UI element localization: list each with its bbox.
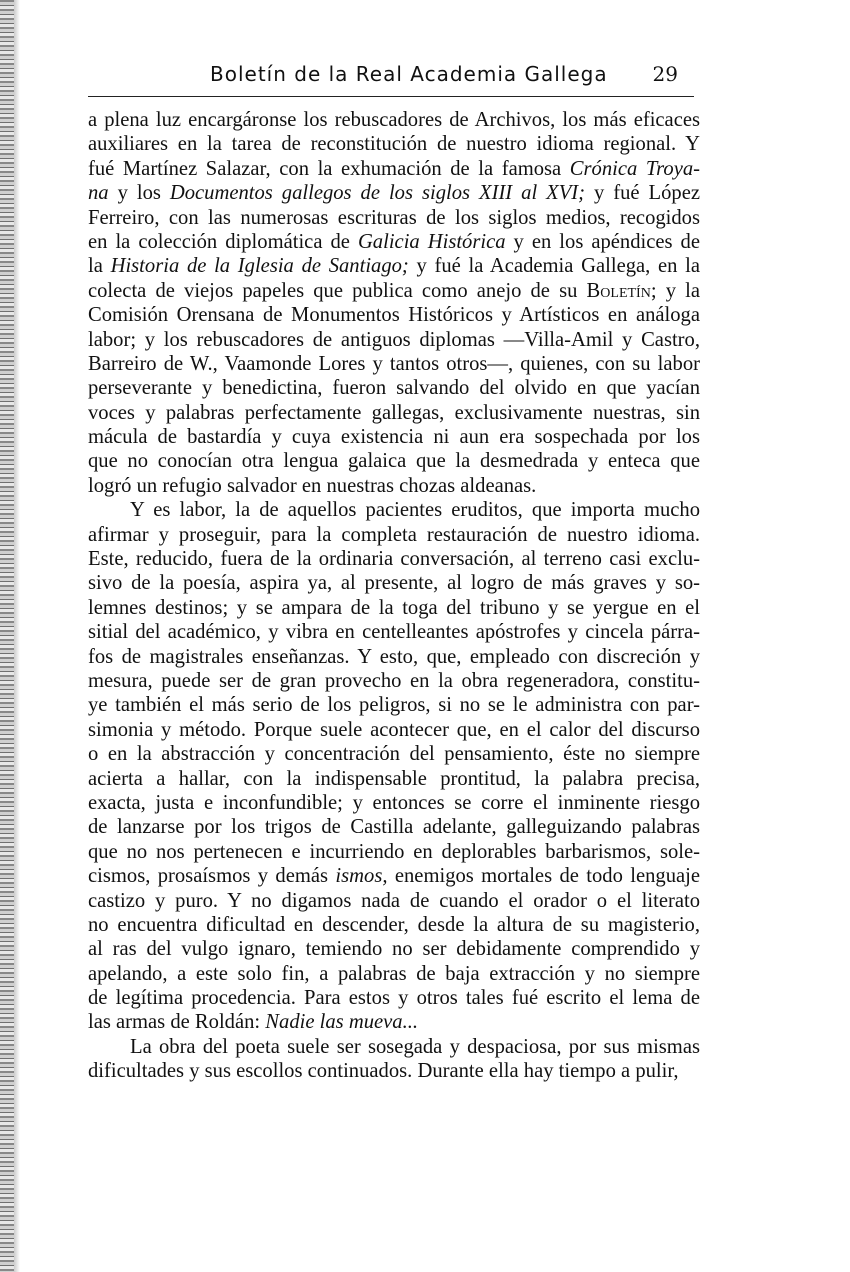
text-line [88,1010,700,1034]
text-run: a plena luz encargáronse los rebuscadores de Archivos, los más eficaces [88,109,700,131]
text-run: voces y palabras perfectamente gallegas, exclusivamente nuestras, sin [88,401,700,424]
text-run: de lanzarse por los trigos de Castilla adelante, galleguizando palabras [88,816,700,839]
book-binding-edge [0,0,14,1272]
text-line [88,645,700,669]
text-line [88,547,700,571]
page-gutter-shadow [14,0,20,1272]
italic-text: Nadie las mueva... [265,1011,419,1034]
text-run: acierta a hallar, con la indispensable prontitud, la palabra precisa, [88,767,700,790]
text-line [88,523,700,547]
text-line [88,181,700,205]
text-line [88,132,700,156]
text-run: Este, reducido, fuera de la ordinaria conversación, al terreno casi exclu- [88,548,700,571]
text-run: Comisión Orensana de Monumentos Históricos y Artísticos en análoga [88,304,700,327]
text-run: lemnes destinos; y se ampara de la toga del tribuno y se yergue en el [88,596,700,619]
text-run: logró un refugio salvador en nuestras chozas aldeanas. [88,474,537,497]
text-line [88,742,700,766]
text-line [88,791,700,815]
italic-text: ismos, [335,865,388,888]
text-run: Y es labor, la de aquellos pacientes eruditos, que importa mucho [130,499,700,522]
text-run: Ferreiro, con las numerosas escrituras de los siglos medios, recogidos [88,206,700,229]
text-line [88,449,700,473]
text-run: o en la abstracción y concentración del pensamiento, éste no siempre [88,743,700,766]
text-run: que no conocían otra lengua galaica que la desmedrada y enteca que [88,450,700,473]
text-line [88,206,700,230]
text-run: y fué López [585,182,700,205]
text-line [88,474,700,498]
page-number: 29 [652,62,678,86]
text-run: y los [108,182,170,205]
text-run: La obra del poeta suele ser sosegada y despaciosa, por sus mismas [130,1035,700,1058]
text-run: simonia y método. Porque suele acontecer que, en el calor del discurso [88,718,700,741]
text-run: auxiliares en la tarea de reconstitución de nuestro idioma regional. Y [88,133,700,156]
text-run: y fué la Academia Gallega, en la [408,255,701,278]
italic-text: na [88,182,109,205]
text-run: mesura, puede ser de gran provecho en la obra regeneradora, constitu- [88,669,700,692]
text-line [88,279,700,303]
text-run: de legítima procedencia. Para estos y otros tales fué escrito el lema de [88,987,700,1010]
text-line [88,352,700,376]
italic-text: Documentos gallegos de los siglos XIII al XVI; [169,182,586,205]
text-line [88,889,700,913]
text-run: Barreiro de W., Vaamonde Lores y tantos otros—, quienes, con su labor [88,352,700,375]
text-line [88,596,700,620]
text-line [88,693,700,717]
text-run: perseverante y benedictina, fueron salvando del olvido en que yacían [88,377,700,400]
header-rule [88,96,694,97]
text-line [88,767,700,791]
text-line [88,108,700,132]
text-run: que no nos pertenecen e incurriendo en deplorables barbarismos, sole- [88,840,700,863]
text-run: castizo y puro. Y no digamos nada de cuando el orador o el literato [88,889,700,912]
smallcaps-text: Boletín [586,279,651,302]
text-run: enemigos mortales de todo lenguaje [387,865,700,888]
text-line [88,864,700,888]
text-run: afirmar y proseguir, para la completa restauración de nuestro idioma. [88,523,700,546]
text-line [88,840,700,864]
text-line [88,718,700,742]
running-title: Boletín de la Real Academia Gallega [210,62,608,86]
text-line [88,303,700,327]
text-run: mácula de bastardía y cuya existencia ni aun era sospechada por los [88,426,700,449]
text-line [88,425,700,449]
text-run: en la colección diplomática de [88,230,358,253]
italic-text: Galicia Histórica [357,230,506,253]
text-line [88,913,700,937]
text-run: la [88,255,111,278]
text-run: ye también el más serio de los peligros, si no se le administra con par- [88,694,700,717]
text-run: colecta de viejos papeles que publica como anejo de su [88,279,587,302]
page-header [88,62,700,94]
text-line [88,962,700,986]
text-line [88,1035,700,1059]
text-line [88,157,700,181]
text-run: sivo de la poesía, aspira ya, al presente, al logro de más graves y so- [88,572,700,595]
text-run: fos de magistrales enseñanzas. Y esto, que, empleado con discreción y [88,645,700,668]
text-line [88,571,700,595]
text-run: sitial del académico, y vibra en centelleantes apóstrofes y cincela párra- [88,621,700,644]
text-run: labor; y los rebuscadores de antiguos diplomas —Villa-Amil y Castro, [88,328,700,351]
text-run: las armas de Roldán: [88,1011,266,1034]
text-line [88,1059,700,1083]
text-line [88,620,700,644]
body-text [88,108,700,1084]
text-line [88,401,700,425]
italic-text: Crónica Troya- [569,157,701,180]
text-line [88,230,700,254]
text-run: fué Martínez Salazar, con la exhumación de la famosa [88,157,570,180]
text-run: exacta, justa e inconfundible; y entonces se corre el inminente riesgo [88,791,700,814]
text-run: dificultades y sus escollos continuados. Durante ella hay tiempo a pulir, [88,1060,679,1083]
text-run: ; y la [650,279,700,302]
text-run: no encuentra dificultad en descender, desde la altura de su magisterio, [88,913,700,936]
text-line [88,328,700,352]
text-line [88,986,700,1010]
text-line [88,376,700,400]
text-run: y en los apéndices de [505,230,700,253]
italic-text: Historia de la Iglesia de Santiago; [110,255,409,278]
text-run: cismos, prosaísmos y demás [88,865,336,888]
text-run: al ras del vulgo ignaro, temiendo no ser debidamente comprendido y [88,938,700,961]
text-line [88,669,700,693]
text-line [88,815,700,839]
text-line [88,498,700,522]
text-run: apelando, a este solo fin, a palabras de baja extracción y no siempre [88,962,700,985]
text-line [88,937,700,961]
text-line [88,254,700,278]
